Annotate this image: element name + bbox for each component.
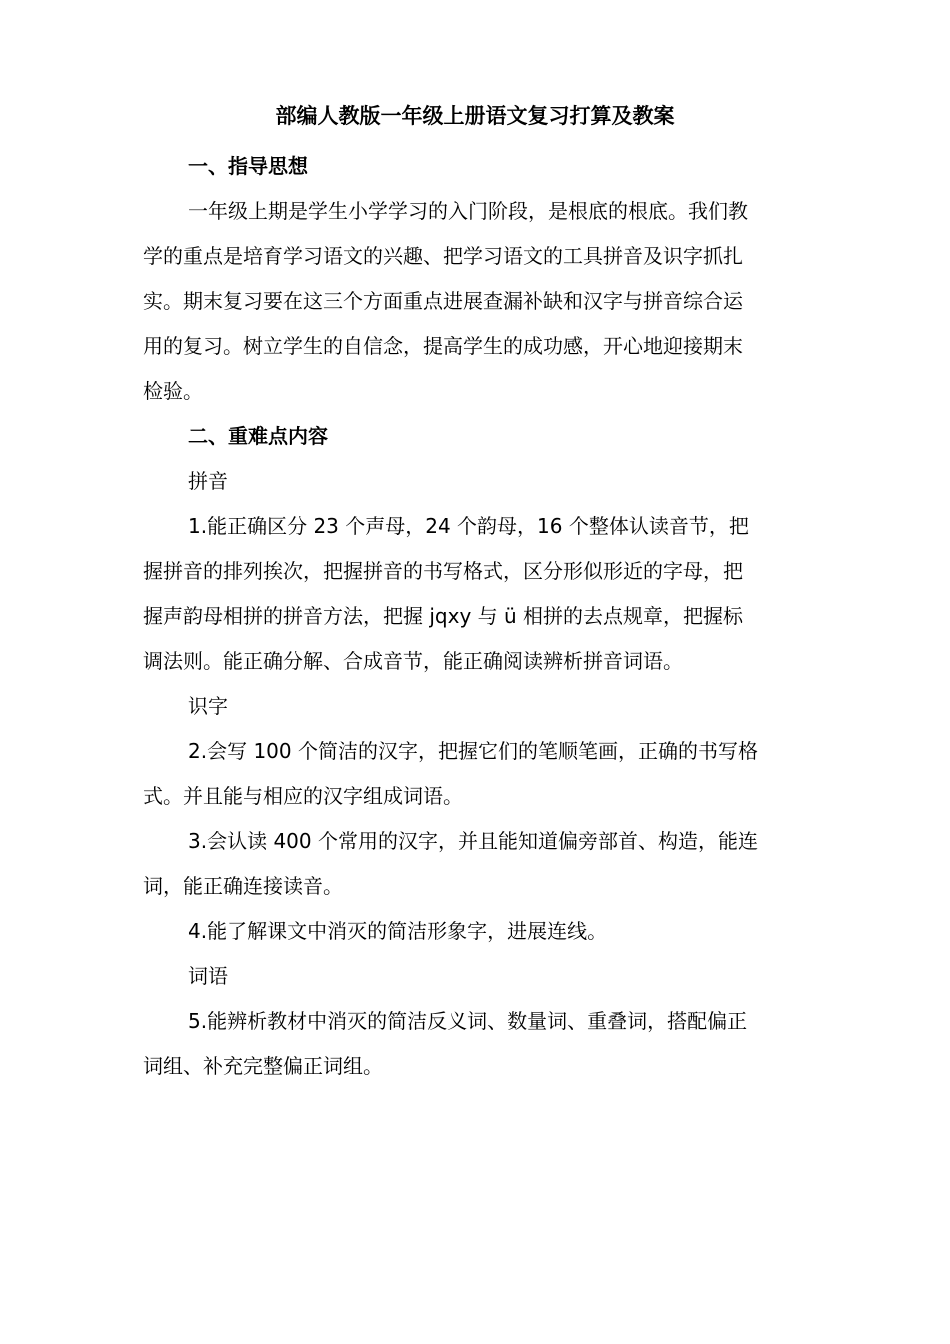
- paragraph-line: 5.能辨析教材中消灭的简洁反义词、数量词、重叠词，搭配偏正: [188, 1009, 748, 1033]
- paragraph-line: 实。期末复习要在这三个方面重点进展查漏补缺和汉字与拼音综合运: [143, 289, 743, 313]
- paragraph-line: 握拼音的排列挨次，把握拼音的书写格式，区分形似形近的字母，把: [143, 559, 743, 583]
- paragraph-line: 式。并且能与相应的汉字组成词语。: [143, 784, 463, 808]
- paragraph-line: 词组、补充完整偏正词组。: [143, 1054, 383, 1078]
- paragraph-line: 用的复习。树立学生的自信念，提高学生的成功感，开心地迎接期末: [143, 334, 743, 358]
- paragraph-line: 3.会认读 400 个常用的汉字，并且能知道偏旁部首、构造，能连: [188, 829, 758, 853]
- subheading-vocabulary: 词语: [188, 964, 228, 988]
- paragraph-line: 学的重点是培育学习语文的兴趣、把学习语文的工具拼音及识字抓扎: [143, 244, 743, 268]
- paragraph-line: 词，能正确连接读音。: [143, 874, 343, 898]
- paragraph-line: 调法则。能正确分解、合成音节，能正确阅读辨析拼音词语。: [143, 649, 683, 673]
- section-heading-guiding-ideology: 一、指导思想: [188, 154, 308, 178]
- paragraph-line: 1.能正确区分 23 个声母，24 个韵母，16 个整体认读音节，把: [188, 514, 749, 538]
- subheading-literacy: 识字: [188, 694, 228, 718]
- paragraph-line: 4.能了解课文中消灭的简洁形象字，进展连线。: [188, 919, 608, 943]
- paragraph-line: 2.会写 100 个简洁的汉字，把握它们的笔顺笔画，正确的书写格: [188, 739, 758, 763]
- paragraph-line: 握声韵母相拼的拼音方法，把握 jqxy 与 ü 相拼的去点规章，把握标: [143, 604, 744, 628]
- paragraph-line: 一年级上期是学生小学学习的入门阶段，是根底的根底。我们教: [188, 199, 748, 223]
- section-heading-key-content: 二、重难点内容: [188, 424, 328, 448]
- paragraph-line: 检验。: [143, 379, 203, 403]
- subheading-pinyin: 拼音: [188, 469, 228, 493]
- document-title: 部编人教版一年级上册语文复习打算及教案: [275, 104, 675, 128]
